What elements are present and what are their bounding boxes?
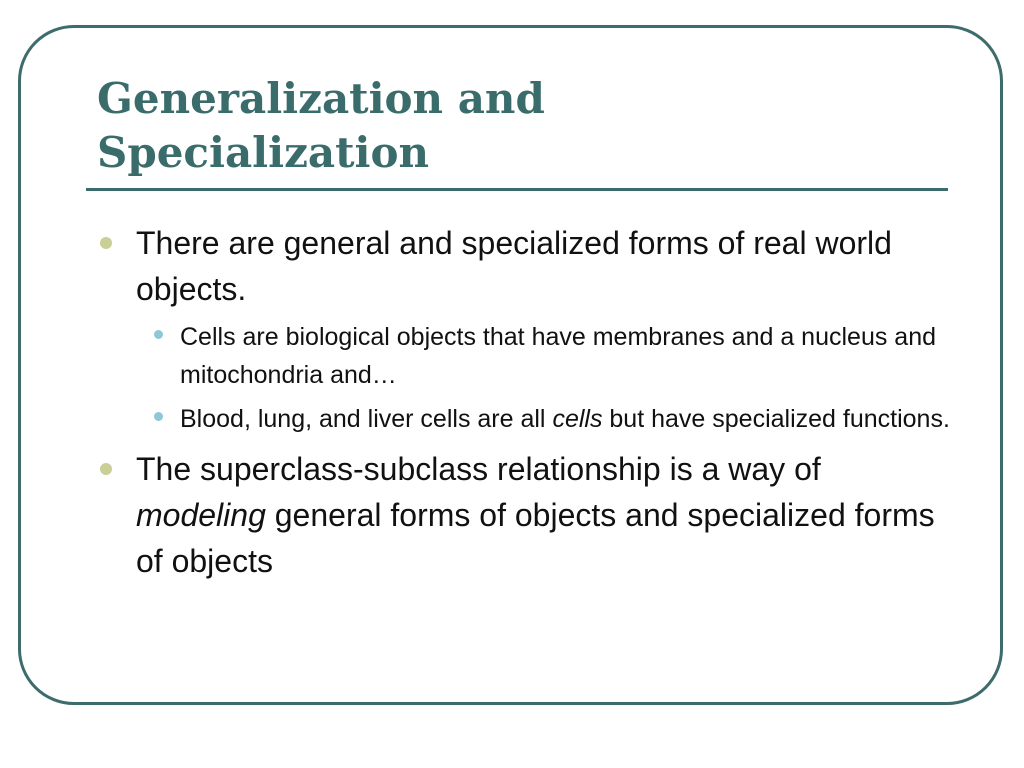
- sub-bullet-text-2-before: Blood, lung, and liver cells are all: [180, 405, 553, 433]
- title-divider: [86, 188, 948, 191]
- sub-bullet-text-2-emphasis: cells: [552, 405, 603, 433]
- bullet-item-1: [100, 220, 950, 312]
- bullet-text-1: There are general and specialized forms of real world objects.: [136, 225, 892, 307]
- sub-bullet-text-2: [180, 405, 950, 433]
- bullet-dot-icon: [100, 463, 112, 475]
- slide-content: [100, 220, 950, 590]
- slide-title: [97, 72, 937, 180]
- sub-bullet-item-2: [100, 400, 950, 438]
- sub-bullet-text-2-after: but have specialized functions.: [602, 405, 950, 433]
- bullet-text-2-after: general forms of objects and specialized forms of objects: [136, 497, 935, 579]
- sub-bullet-text-1: Cells are biological objects that have membranes and a nucleus and mitochondria and…: [180, 323, 937, 389]
- bullet-text-2-before: The superclass-subclass relationship is a way of: [136, 451, 821, 487]
- sub-bullet-item-1: [100, 318, 950, 394]
- bullet-text-2: [136, 451, 935, 579]
- bullet-item-2: [100, 446, 950, 584]
- bullet-dot-icon: [100, 237, 112, 249]
- bullet-text-2-emphasis: modeling: [136, 497, 266, 533]
- title-line-2: Specialization: [97, 128, 430, 177]
- sub-bullet-list: [100, 318, 950, 438]
- sub-bullet-dot-icon: [154, 330, 163, 339]
- sub-bullet-dot-icon: [154, 412, 163, 421]
- title-line-1: Generalization and: [97, 74, 545, 123]
